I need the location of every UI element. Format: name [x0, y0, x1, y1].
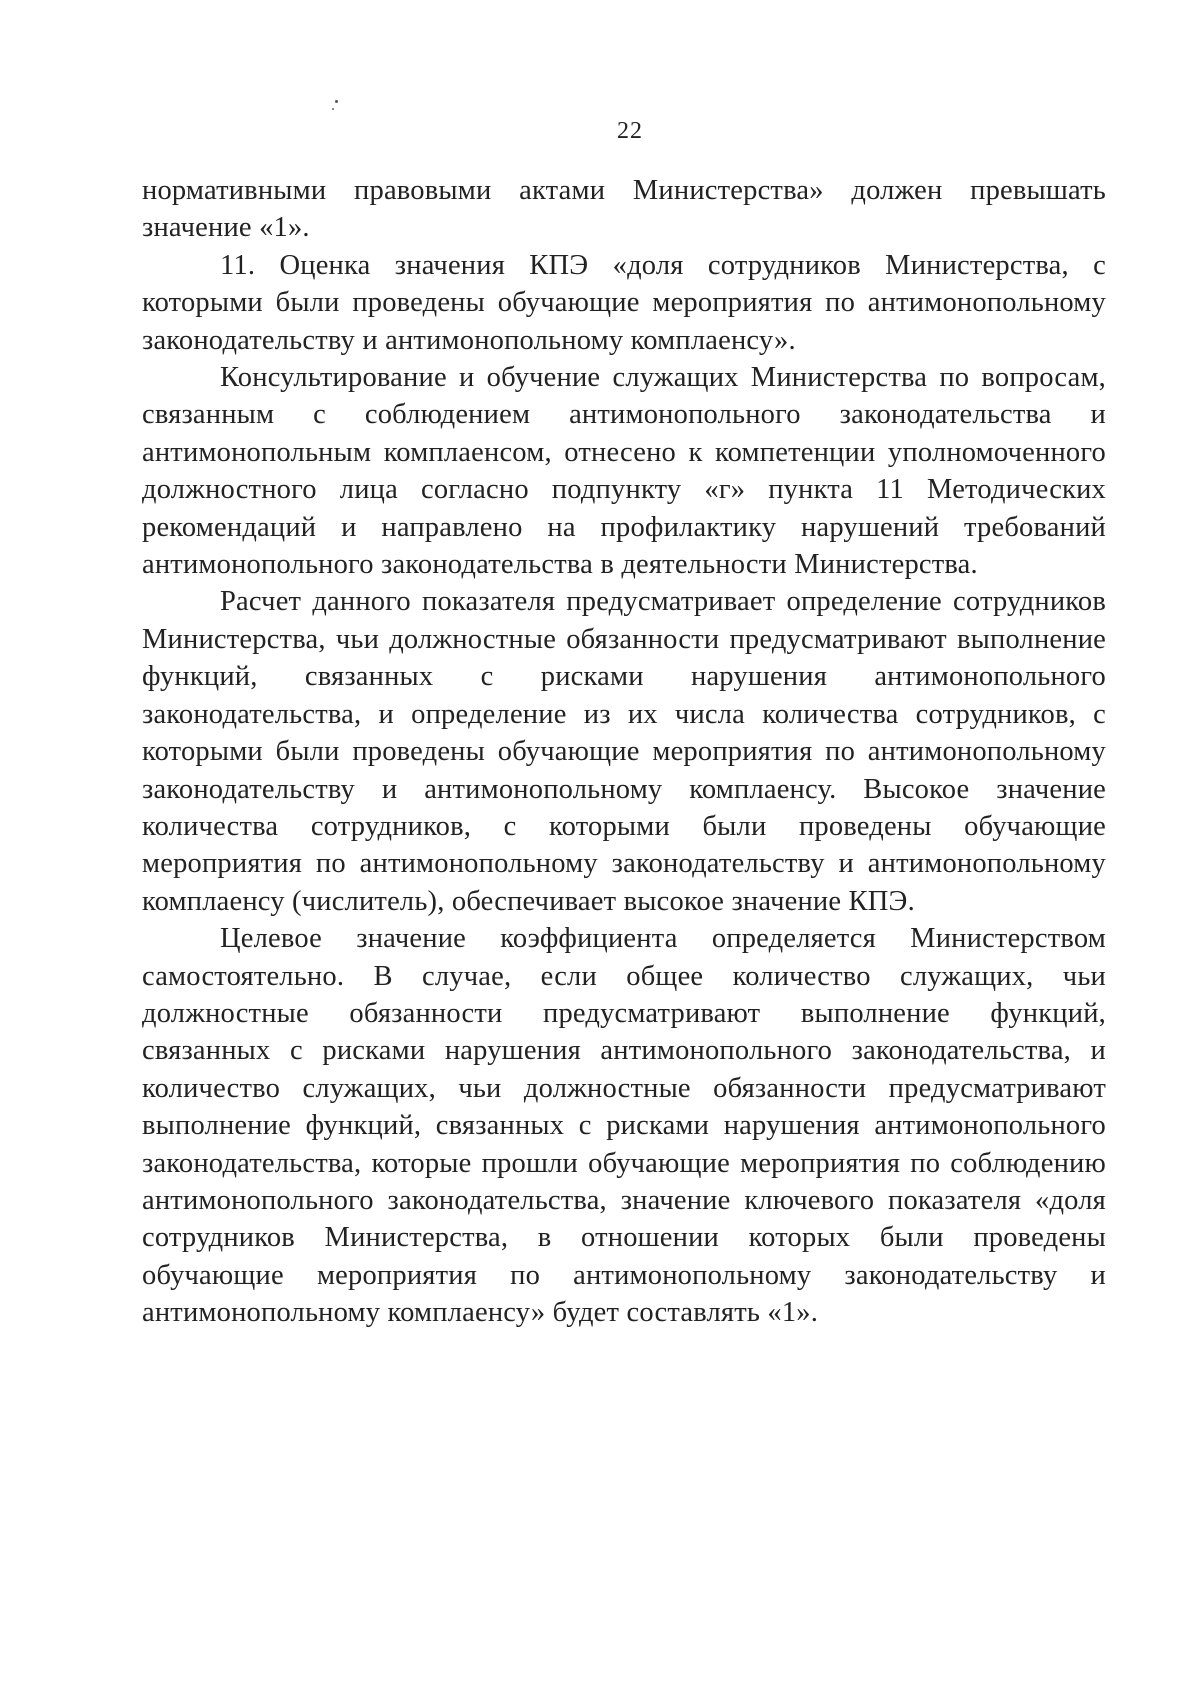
scan-speck [335, 100, 338, 103]
scan-speck [332, 108, 334, 110]
paragraph: Целевое значение коэффициента определяется Министерством самостоятельно. В случае, если общее количество служащих, чьи должностные обязанности предусматривают выполнение функций, связанных с рисками нарушения антимонопольного законодательства, и количество служащих, чьи должностные обязанности предусматривают выполнение функций, связанных с рисками нарушения антимонопольного законодательства, которые прошли обучающие мероприятия по соблюдению антимонопольного законодательства, значение ключевого показателя «доля сотрудников Министерства, в отношении которых были проведены обучающие мероприятия по антимонопольному законодательству и антимонопольному комплаенсу» будет составлять «1». [142, 923, 1106, 1329]
paragraph: Расчет данного показателя предусматривает определение сотрудников Министерства, чьи должностные обязанности предусматривают выполнение функций, связанных с рисками нарушения антимонопольного законодательства, и определение из их числа количества сотрудников, с которыми были проведены обучающие мероприятия по антимонопольному законодательству и антимонопольному комплаенсу. Высокое значение количества сотрудников, с которыми были проведены обучающие мероприятия по антимонопольному законодательству и антимонопольному комплаенсу (числитель), обеспечивает высокое значение КПЭ. [142, 586, 1106, 917]
document-body [142, 172, 1106, 1332]
page-number: 22 [617, 118, 643, 144]
paragraph: нормативными правовыми актами Министерства» должен превышать значение «1». [142, 175, 1106, 244]
paragraph: 11. Оценка значения КПЭ «доля сотрудников Министерства, с которыми были проведены обучающие мероприятия по антимонопольному законодательству и антимонопольному комплаенсу». [142, 249, 1106, 356]
paragraph: Консультирование и обучение служащих Министерства по вопросам, связанным с соблюдением антимонопольного законодательства и антимонопольным комплаенсом, отнесено к компетенции уполномоченного должностного лица согласно подпункту «г» пункта 11 Методических рекомендаций и направлено на профилактику нарушений требований антимонопольного законодательства в деятельности Министерства. [142, 362, 1106, 581]
